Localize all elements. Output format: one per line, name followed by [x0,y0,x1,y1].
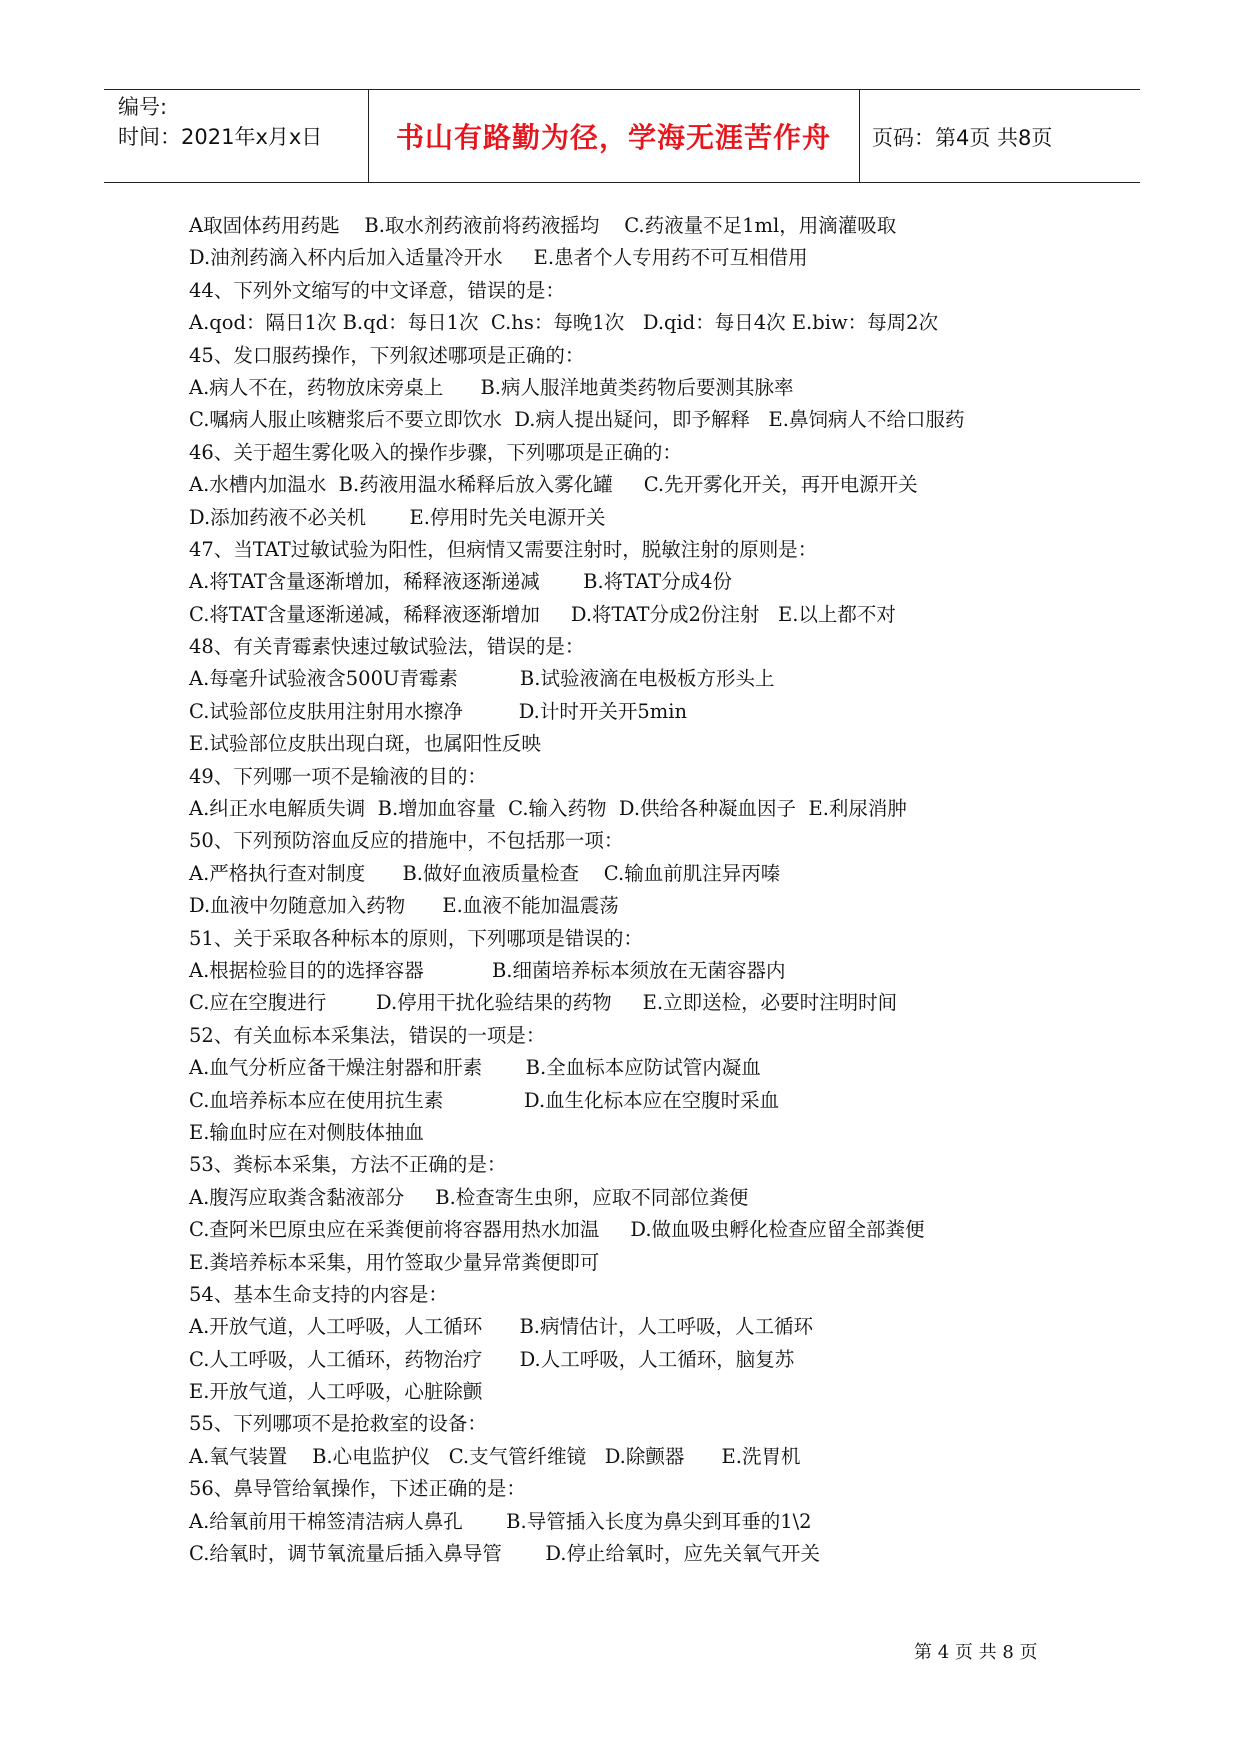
header-motto: 书山有路勤为径，学海无涯苦作舟 [395,121,831,154]
text-line: A.将TAT含量逐渐增加，稀释液逐渐递减 B.将TAT分成4份 [189,570,733,594]
question-line: 47、当TAT过敏试验为阳性，但病情又需要注射时，脱敏注射的原则是： [189,537,818,561]
text-line: C.应在空腹进行 D.停用干扰化验结果的药物 E.立即送检，必要时注明时间 [189,991,898,1015]
text-line: A取固体药用药匙 B.取水剂药液前将药液摇均 C.药液量不足1ml，用滴灌吸取 [189,214,897,237]
text-line: E.输血时应在对侧肢体抽血 [189,1120,424,1144]
text-line: C.查阿米巴原虫应在采粪便前将容器用热水加温 D.做血吸虫孵化检查应留全部粪便 [189,1218,925,1242]
question-line: 46、关于超生雾化吸入的操作步骤，下列哪项是正确的： [189,440,682,464]
header-time-label: 时间：2021年x月x日 [118,125,323,149]
question-line: 51、关于采取各种标本的原则，下列哪项是错误的： [189,926,643,950]
header-divider-right [859,89,860,183]
question-line: 52、有关血标本采集法，错误的一项是： [189,1023,546,1047]
text-line: A.开放气道，人工呼吸，人工循环 B.病情估计，人工呼吸，人工循环 [189,1315,814,1339]
text-line: E.粪培养标本采集，用竹签取少量异常粪便即可 [189,1250,600,1274]
header-bottom-rule [104,182,1140,183]
header-page-label: 页码：第4页 共8页 [872,126,1053,150]
text-line: C.血培养标本应在使用抗生素 D.血生化标本应在空腹时采血 [189,1088,780,1112]
text-line: E.开放气道，人工呼吸，心脏除颤 [189,1380,483,1404]
text-line: A.纠正水电解质失调 B.增加血容量 C.输入药物 D.供给各种凝血因子 E.利尿消肿 [189,797,907,821]
question-line: 44、下列外文缩写的中文译意，错误的是： [189,278,565,302]
text-line: A.病人不在，药物放床旁桌上 B.病人服洋地黄类药物后要测其脉率 [189,375,794,399]
question-line: 53、粪标本采集，方法不正确的是： [189,1153,507,1177]
header-meta [118,92,322,152]
header-number-label: 编号: [118,95,168,119]
question-line: 48、有关青霉素快速过敏试验法，错误的是： [189,635,585,659]
page-footer: 第 4 页 共 8 页 [914,1642,1038,1663]
text-line: A.严格执行查对制度 B.做好血液质量检查 C.输血前肌注异丙嗪 [189,861,781,885]
question-line: 54、基本生命支持的内容是： [189,1282,448,1306]
text-line: C.人工呼吸，人工循环，药物治疗 D.人工呼吸，人工循环，脑复苏 [189,1347,795,1371]
text-line: A.水槽内加温水 B.药液用温水稀释后放入雾化罐 C.先开雾化开关，再开电源开关 [189,473,918,497]
question-line: 56、鼻导管给氧操作，下述正确的是： [189,1477,526,1501]
text-line: D.添加药液不必关机 E.停用时先关电源开关 [189,505,606,529]
text-line: E.试验部位皮肤出现白斑，也属阳性反映 [189,732,541,756]
text-line: A.给氧前用干棉签清洁病人鼻孔 B.导管插入长度为鼻尖到耳垂的1\2 [189,1509,812,1533]
question-line: 55、下列哪项不是抢救室的设备： [189,1412,487,1436]
text-line: D.油剂药滴入杯内后加入适量冷开水 E.患者个人专用药不可互相借用 [189,246,808,270]
text-line: C.试验部位皮肤用注射用水擦净 D.计时开关开5min [189,699,688,723]
text-line: C.给氧时，调节氧流量后插入鼻导管 D.停止给氧时，应先关氧气开关 [189,1542,820,1566]
text-line: A.血气分析应备干燥注射器和肝素 B.全血标本应防试管内凝血 [189,1056,761,1080]
question-line: 49、下列哪一项不是输液的目的： [189,764,487,788]
text-line: D.血液中勿随意加入药物 E.血液不能加温震荡 [189,894,619,918]
question-line: 45、发口服药操作，下列叙述哪项是正确的： [189,343,585,367]
text-line: A.氧气装置 B.心电监护仪 C.支气管纤维镜 D.除颤器 E.洗胃机 [189,1444,801,1468]
text-line: C.将TAT含量逐渐递减，稀释液逐渐增加 D.将TAT分成2份注射 E.以上都不对 [189,602,896,626]
text-line: A.根据检验目的的选择容器 B.细菌培养标本须放在无菌容器内 [189,958,786,982]
text-line: A.腹泻应取粪含黏液部分 B.检查寄生虫卵，应取不同部位粪便 [189,1185,749,1209]
text-line: C.嘱病人服止咳糖浆后不要立即饮水 D.病人提出疑问，即予解释 E.鼻饲病人不给口服药 [189,408,965,432]
text-line: A.每毫升试验液含500U青霉素 B.试验液滴在电极板方形头上 [189,667,775,691]
question-line: 50、下列预防溶血反应的措施中，不包括那一项： [189,829,624,853]
header-top-rule [104,89,1140,90]
text-line: A.qod：隔日1次 B.qd：每日1次 C.hs：每晚1次 D.qid：每日4次 E.biw：每周2次 [189,311,939,335]
document-body [189,210,1109,1570]
